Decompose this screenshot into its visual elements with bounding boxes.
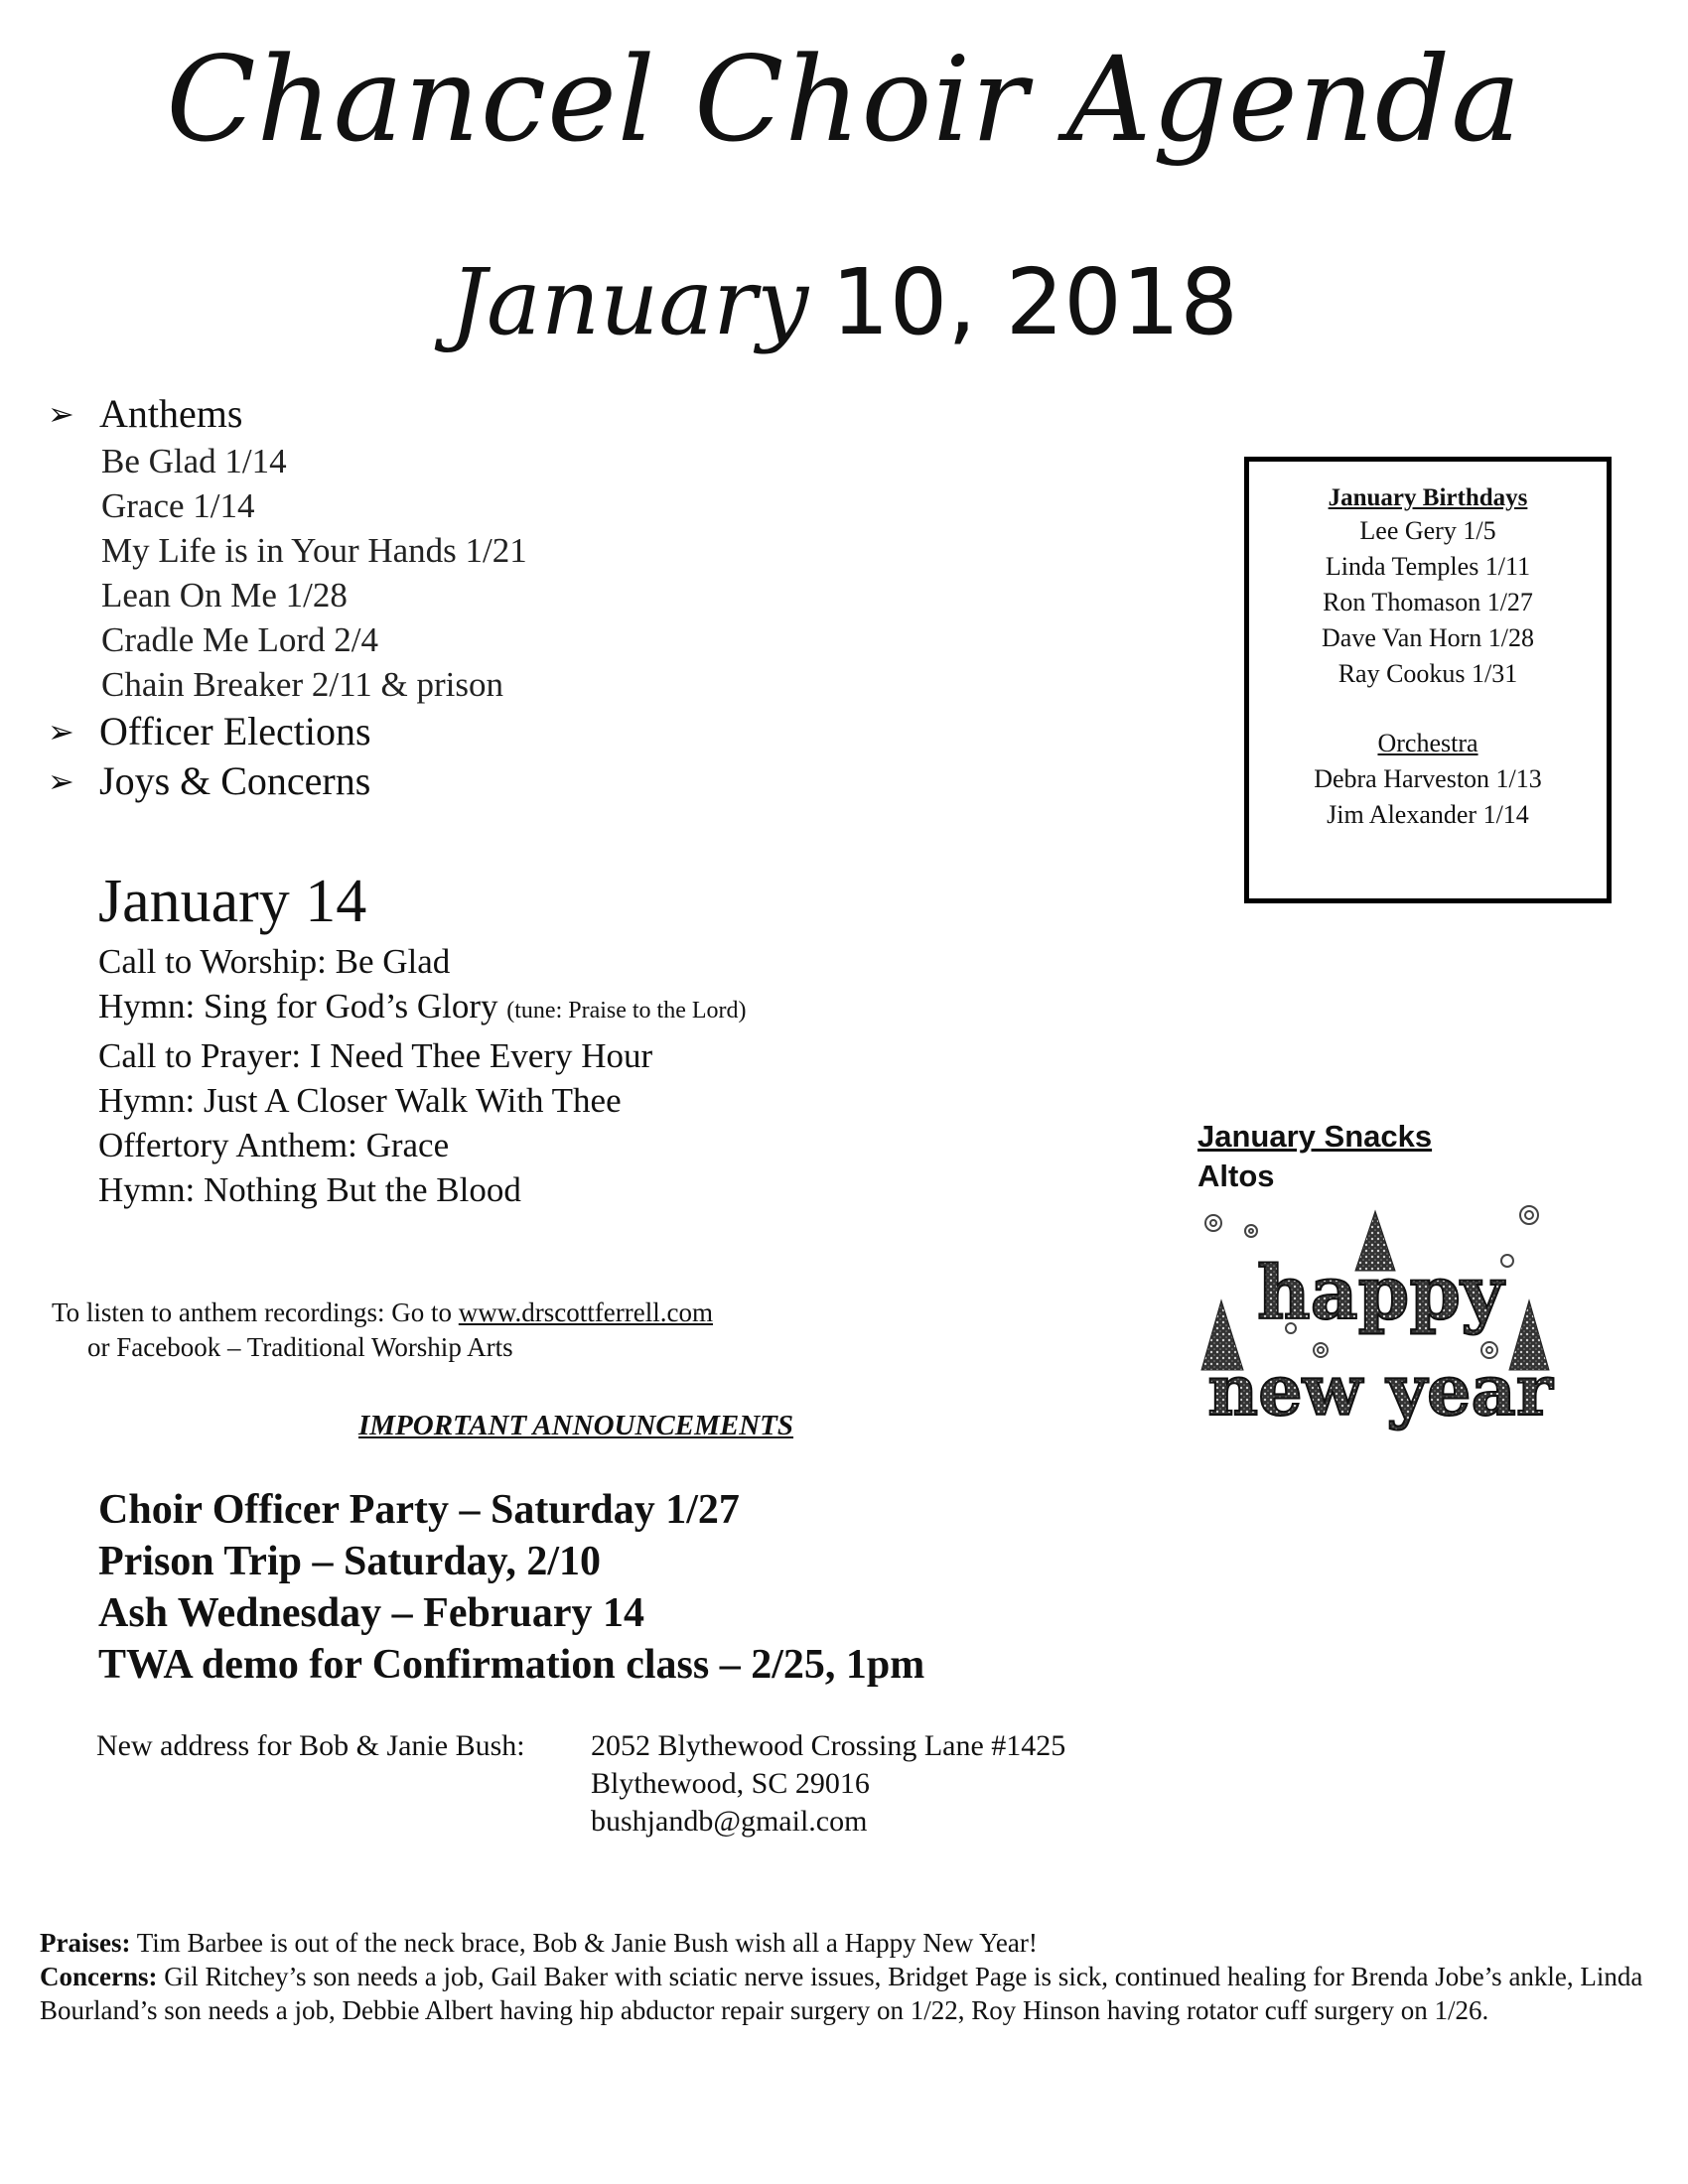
- snacks-group: Altos: [1197, 1159, 1275, 1193]
- anthem-item: Lean On Me 1/28: [101, 576, 348, 614]
- announcement-item: Choir Officer Party – Saturday 1/27: [98, 1487, 740, 1533]
- praises-text: Tim Barbee is out of the neck brace, Bob & Janie Bush wish all a Happy New Year!: [130, 1928, 1038, 1958]
- anthem-item: Grace 1/14: [101, 486, 255, 525]
- service-line: Offertory Anthem: Grace: [98, 1126, 450, 1164]
- anthem-item: My Life is in Your Hands 1/21: [101, 531, 527, 570]
- birthday-item: Ray Cookus 1/31: [1337, 659, 1518, 688]
- listen-line: [52, 1296, 713, 1330]
- service-heading: January 14: [98, 868, 367, 935]
- happy-new-year-graphic: [1192, 1201, 1559, 1459]
- agenda-item-label: Anthems: [99, 391, 243, 436]
- birthday-item: Lee Gery 1/5: [1359, 516, 1496, 545]
- anthem-item: Be Glad 1/14: [101, 442, 287, 480]
- birthday-item: Ron Thomason 1/27: [1323, 588, 1533, 616]
- announcement-item: Ash Wednesday – February 14: [98, 1590, 644, 1636]
- concerns-label: Concerns:: [40, 1962, 158, 1991]
- service-order: [98, 864, 992, 1212]
- orchestra-birthday-item: Debra Harveston 1/13: [1314, 764, 1542, 793]
- snacks-section: [1197, 1117, 1432, 1196]
- agenda-list: [48, 389, 941, 806]
- birthdays-heading: January Birthdays: [1328, 484, 1528, 511]
- hymn-tune-note: (tune: Praise to the Lord): [506, 998, 747, 1024]
- hymn-title: Hymn: Sing for God’s Glory: [98, 987, 498, 1025]
- agenda-item-officer-elections: [48, 707, 941, 756]
- birthdays-box: [1244, 457, 1612, 903]
- arrow-bullet-icon: ➢: [48, 396, 74, 432]
- agenda-item-anthems: [48, 389, 941, 439]
- anthem-list: [48, 439, 941, 707]
- service-line: Hymn: Nothing But the Blood: [98, 1170, 521, 1209]
- address-line: 2052 Blythewood Crossing Lane #1425: [591, 1729, 1066, 1762]
- announcements-heading: IMPORTANT ANNOUNCEMENTS: [357, 1410, 794, 1441]
- arrow-bullet-icon: ➢: [48, 714, 74, 750]
- announcements-list: [98, 1484, 924, 1691]
- snacks-heading: January Snacks: [1197, 1119, 1433, 1154]
- address-email: bushjandb@gmail.com: [591, 1805, 868, 1838]
- birthday-item: Dave Van Horn 1/28: [1322, 623, 1534, 652]
- listen-info: [52, 1296, 713, 1365]
- agenda-item-joys-concerns: [48, 756, 941, 806]
- announcement-item: Prison Trip – Saturday, 2/10: [98, 1539, 602, 1584]
- orchestra-heading: Orchestra: [1377, 729, 1478, 757]
- listen-line-facebook: or Facebook – Traditional Worship Arts: [87, 1332, 513, 1362]
- birthday-item: Linda Temples 1/11: [1325, 552, 1531, 581]
- anthem-item: Chain Breaker 2/11 & prison: [101, 665, 504, 704]
- praises-concerns: [40, 1926, 1648, 2027]
- concerns-paragraph: [40, 1960, 1648, 2027]
- address-line: Blythewood, SC 29016: [591, 1767, 870, 1800]
- website-link[interactable]: www.drscottferrell.com: [458, 1297, 713, 1327]
- concerns-text: Gil Ritchey’s son needs a job, Gail Baker with sciatic nerve issues, Bridget Page is sick, continued healing for Brenda Jobe’s ankle, Linda Bourland’s son needs a job, Debbie Albert having hip abductor repair surgery on 1/22, Roy Hinson having rotator cuff surgery on 1/26.: [40, 1962, 1643, 2025]
- arrow-bullet-icon: ➢: [48, 763, 74, 799]
- address-label: New address for Bob & Janie Bush:: [96, 1729, 525, 1762]
- date-day-year: 10, 2018: [831, 249, 1238, 355]
- address-lines: [591, 1727, 1065, 1841]
- agenda-item-label: Joys & Concerns: [99, 758, 371, 803]
- date-month: January: [450, 249, 809, 355]
- page-title: Chancel Choir Agenda: [166, 31, 1522, 168]
- graphic-text-new-year: new year: [1207, 1349, 1553, 1432]
- graphic-text-happy: happy: [1256, 1251, 1504, 1336]
- service-line: Hymn: Just A Closer Walk With Thee: [98, 1081, 622, 1120]
- service-line: Call to Prayer: I Need Thee Every Hour: [98, 1036, 653, 1075]
- listen-prefix: To listen to anthem recordings: Go to: [52, 1297, 459, 1327]
- happy-new-year-image: [1192, 1201, 1559, 1459]
- praises-paragraph: [40, 1926, 1648, 1960]
- announcement-item: TWA demo for Confirmation class – 2/25, 1pm: [98, 1642, 925, 1688]
- agenda-date: [0, 248, 1688, 357]
- agenda-item-label: Officer Elections: [99, 709, 371, 753]
- anthem-item: Cradle Me Lord 2/4: [101, 620, 378, 659]
- address-block: [96, 1727, 1066, 1838]
- orchestra-birthday-item: Jim Alexander 1/14: [1327, 800, 1529, 829]
- service-line: [98, 984, 992, 1033]
- service-line: Call to Worship: Be Glad: [98, 942, 451, 981]
- praises-label: Praises:: [40, 1928, 131, 1958]
